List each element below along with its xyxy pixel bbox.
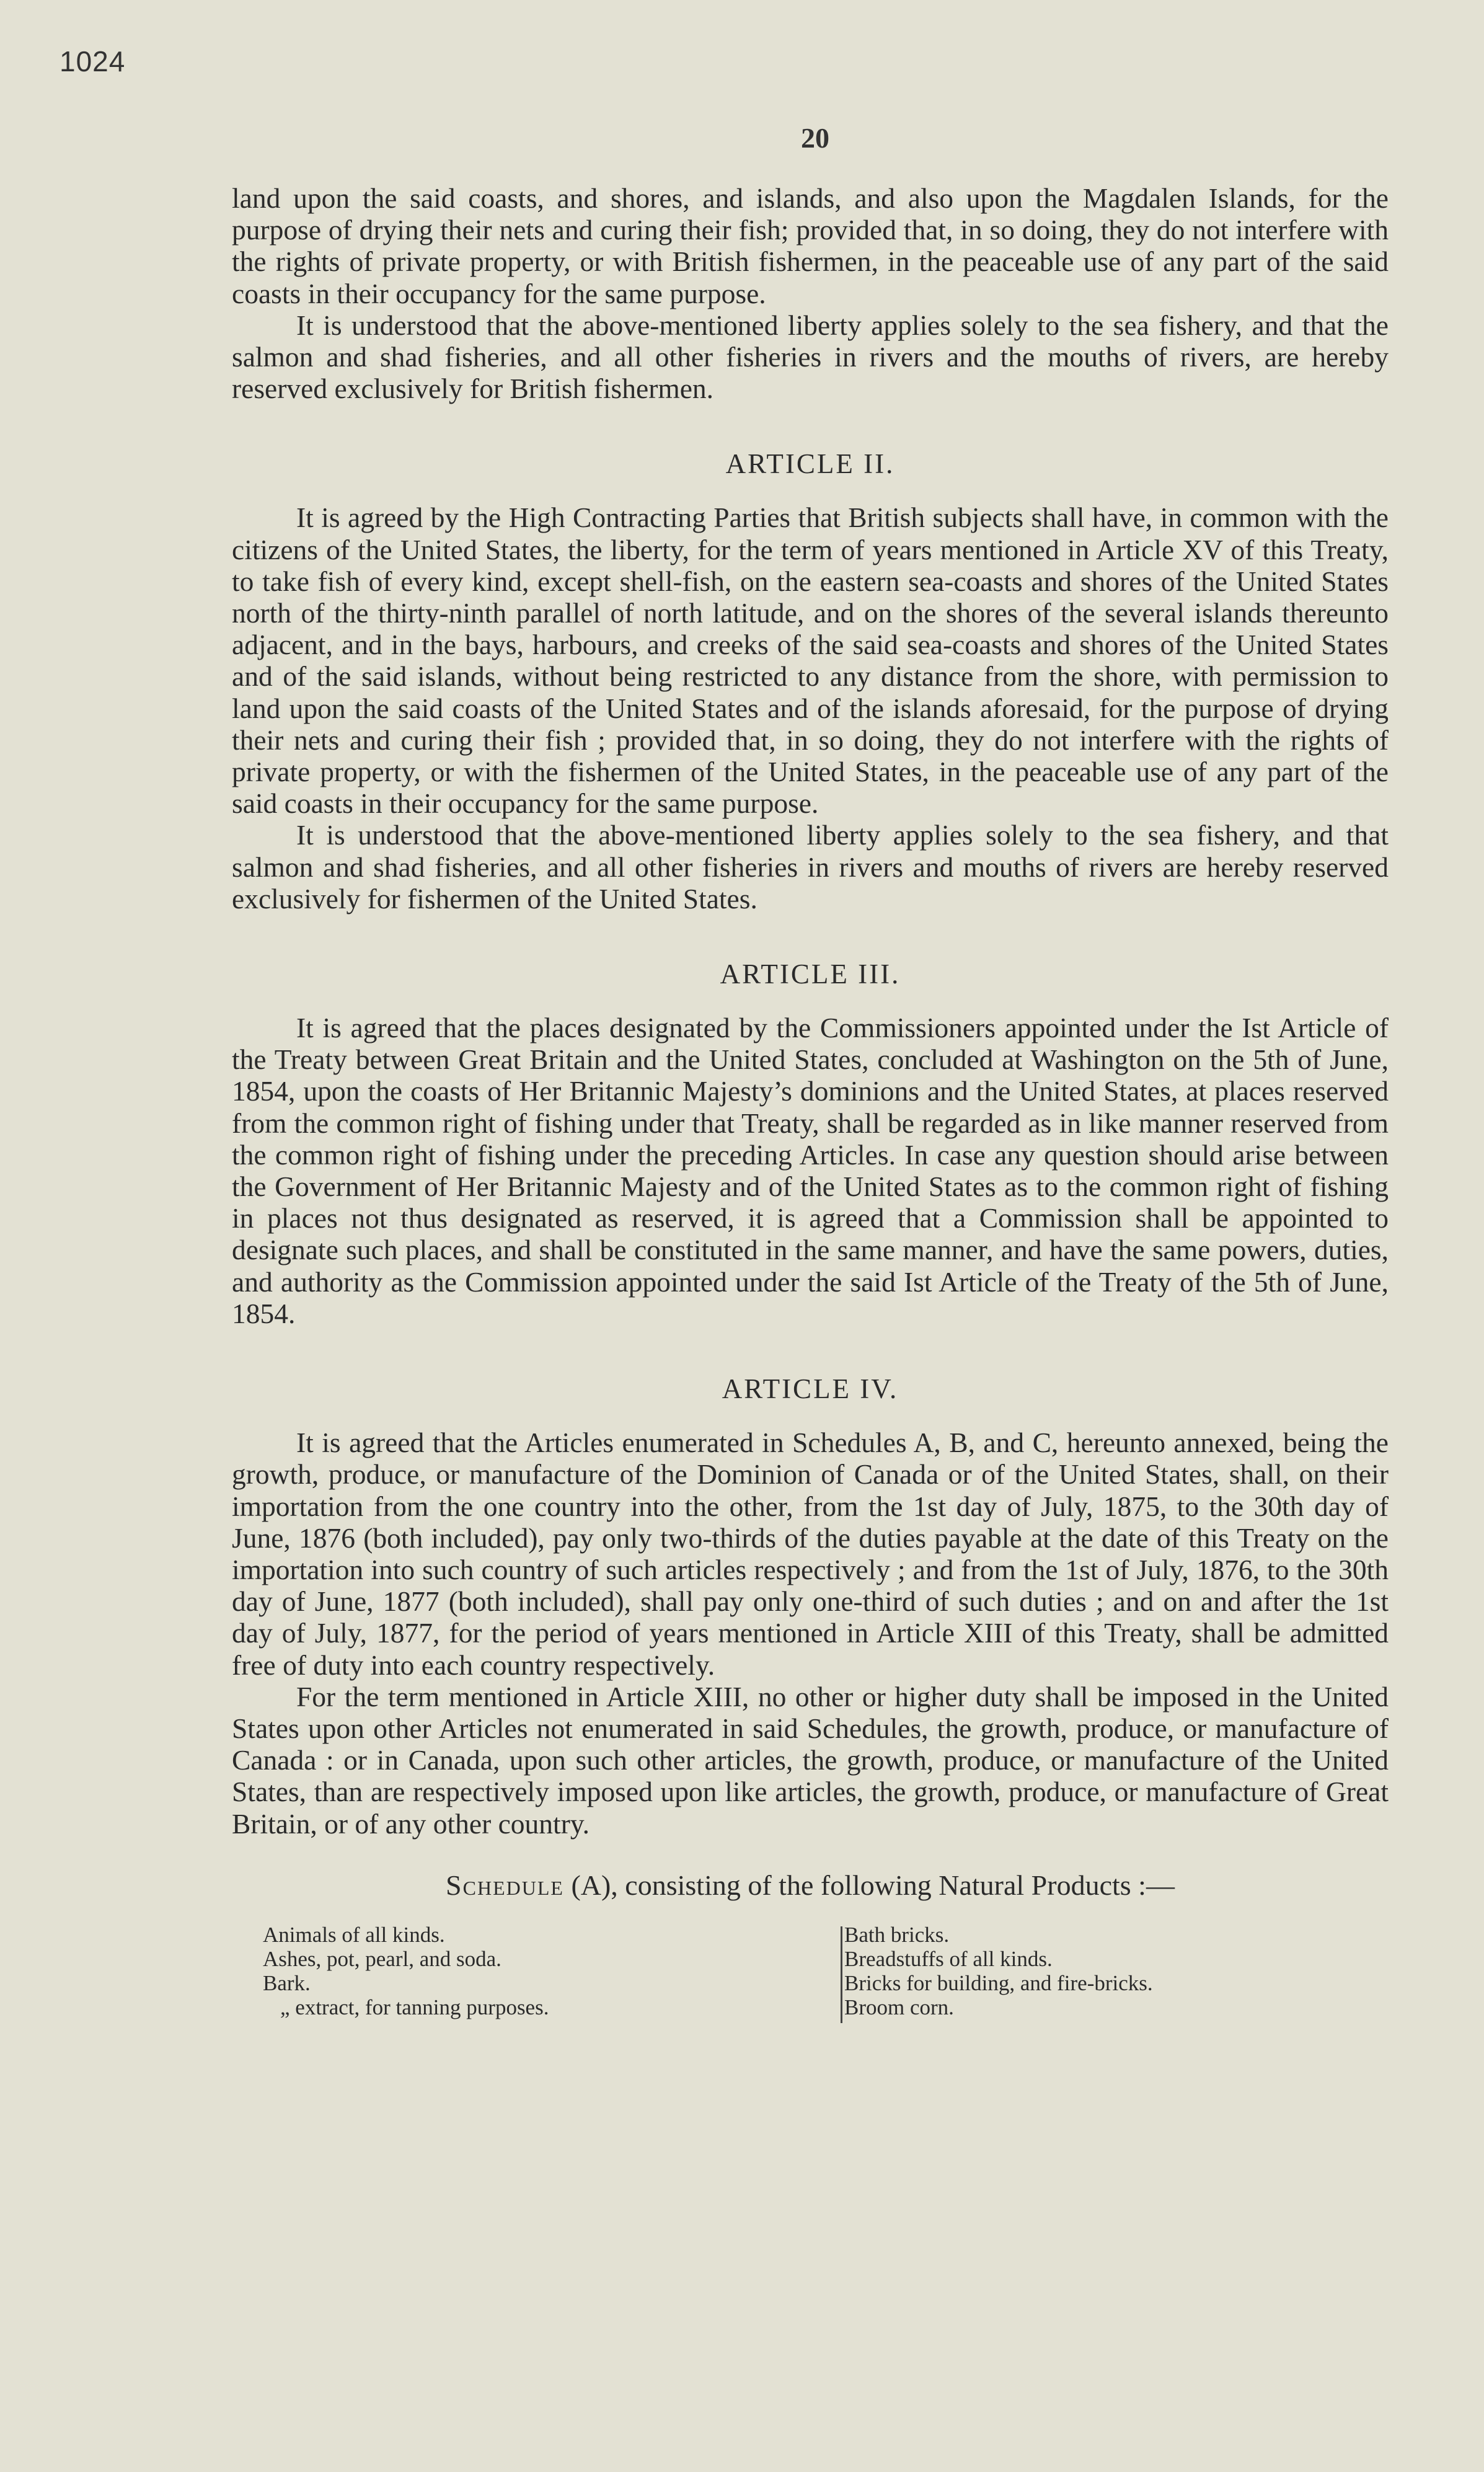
schedule-left-column xyxy=(263,1923,807,2019)
schedule-right-column xyxy=(807,1923,1389,2019)
schedule-title-label: Schedule xyxy=(446,1869,564,1901)
column-divider xyxy=(841,1926,842,2023)
paragraph: It is agreed that the places designated by the Commissioners appointed under the Ist Article of the Treaty between Great Britain and the United States, concluded at Washington on the 5th of June, 1854, upon the coasts of Her Britannic Majesty’s dominions and the United States, at places reserved from the common right of fishing under that Treaty, shall be regarded as in like manner reserved from the common right of fishing under the preceding Articles. In case any question should arise between the Government of Her Britannic Majesty and of the United States as to the common right of fishing in places not thus designated as reserved, it is agreed that a Commission shall be appointed to designate such places, and shall be constituted in the same manner, and have the same powers, duties, and authority as the Commission appointed under the said Ist Article of the Treaty of the 5th of June, 1854. xyxy=(232,1012,1389,1329)
schedule-item: Bricks for building, and fire-bricks. xyxy=(844,1970,1153,1995)
schedule-title-text: (A), consisting of the following Natural Products :— xyxy=(563,1869,1175,1901)
schedule-item: Broom corn. xyxy=(844,1995,954,2019)
document-body xyxy=(232,182,1389,2019)
schedule-item: Animals of all kinds. xyxy=(263,1922,445,1947)
paragraph: land upon the said coasts, and shores, and islands, and also upon the Magdalen Islands, for the purpose of drying their nets and curing their fish; provided that, in so doing, they do not interfere with the rights of private property, or with British fishermen, in the peaceable use of any part of the said coasts in their occupancy for the same purpose. xyxy=(232,182,1389,309)
schedule-title xyxy=(232,1867,1389,1923)
corner-page-number: 1024 xyxy=(60,45,126,78)
schedule-item: Bark. xyxy=(263,1970,311,1995)
paragraph: It is understood that the above-mentioned liberty applies solely to the sea fishery, and that salmon and shad fisheries, and all other fisheries in rivers and mouths of rivers are hereby reserved exclusively for fishermen of the United States. xyxy=(232,819,1389,915)
schedule-item: Breadstuffs of all kinds. xyxy=(844,1946,1053,1971)
article-heading: ARTICLE IV. xyxy=(722,1373,899,1405)
schedule-item: Ashes, pot, pearl, and soda. xyxy=(263,1946,501,1971)
paragraph: It is understood that the above-mentioned liberty applies solely to the sea fishery, and that the salmon and shad fisheries, and all other fisheries in rivers and the mouths of rivers, are hereby reserved exclusively for British fishermen. xyxy=(232,309,1389,405)
schedule-item: Bath bricks. xyxy=(844,1922,950,1947)
page-number: 20 xyxy=(801,122,829,154)
paragraph: It is agreed that the Articles enumerated in Schedules A, B, and C, hereunto annexed, being the growth, produce, or manufacture of the Dominion of Canada or of the United States, shall, on their importation from the one country into the other, from the 1st day of July, 1875, to the 30th day of June, 1876 (both included), pay only two-thirds of the duties payable at the date of this Treaty on the importation into such country of such articles respectively ; and from the 1st of July, 1876, to the 30th day of June, 1877 (both included), shall pay only one-third of such duties ; and on and after the 1st day of July, 1877, for the period of years mentioned in Article XIII of this Treaty, shall be admitted free of duty into each country respectively. xyxy=(232,1427,1389,1681)
article-heading: ARTICLE II. xyxy=(725,448,895,480)
paragraph: For the term mentioned in Article XIII, no other or higher duty shall be imposed in the United States upon other Articles not enumerated in said Schedules, the growth, produce, or manufacture of Canada : or in Canada, upon such other articles, the growth, produce, or manufacture of the United States, than are respectively imposed upon like articles, the growth, produce, or manufacture of Great Britain, or of any other country. xyxy=(232,1680,1389,1840)
article-heading: ARTICLE III. xyxy=(720,959,901,990)
paragraph: It is agreed by the High Contracting Parties that British subjects shall have, in common with the citizens of the United States, the liberty, for the term of years mentioned in Article XV of this Treaty, to take fish of every kind, except shell-fish, on the eastern sea-coasts and shores of the United States north of the thirty-ninth parallel of north latitude, and on the shores of the several islands thereunto adjacent, and in the bays, harbours, and creeks of the said sea-coasts and shores of the United States and of the said islands, without being restricted to any distance from the shore, with permission to land upon the said coasts of the United States and of the islands aforesaid, for the purpose of drying their nets and curing their fish ; provided that, in so doing, they do not interfere with the rights of private property, or with the fishermen of the United States, in the peaceable use of any part of the said coasts in their occupancy for the same purpose. xyxy=(232,502,1389,820)
schedule-item: „ extract, for tanning purposes. xyxy=(280,1995,549,2019)
schedule-list xyxy=(263,1923,1389,2019)
